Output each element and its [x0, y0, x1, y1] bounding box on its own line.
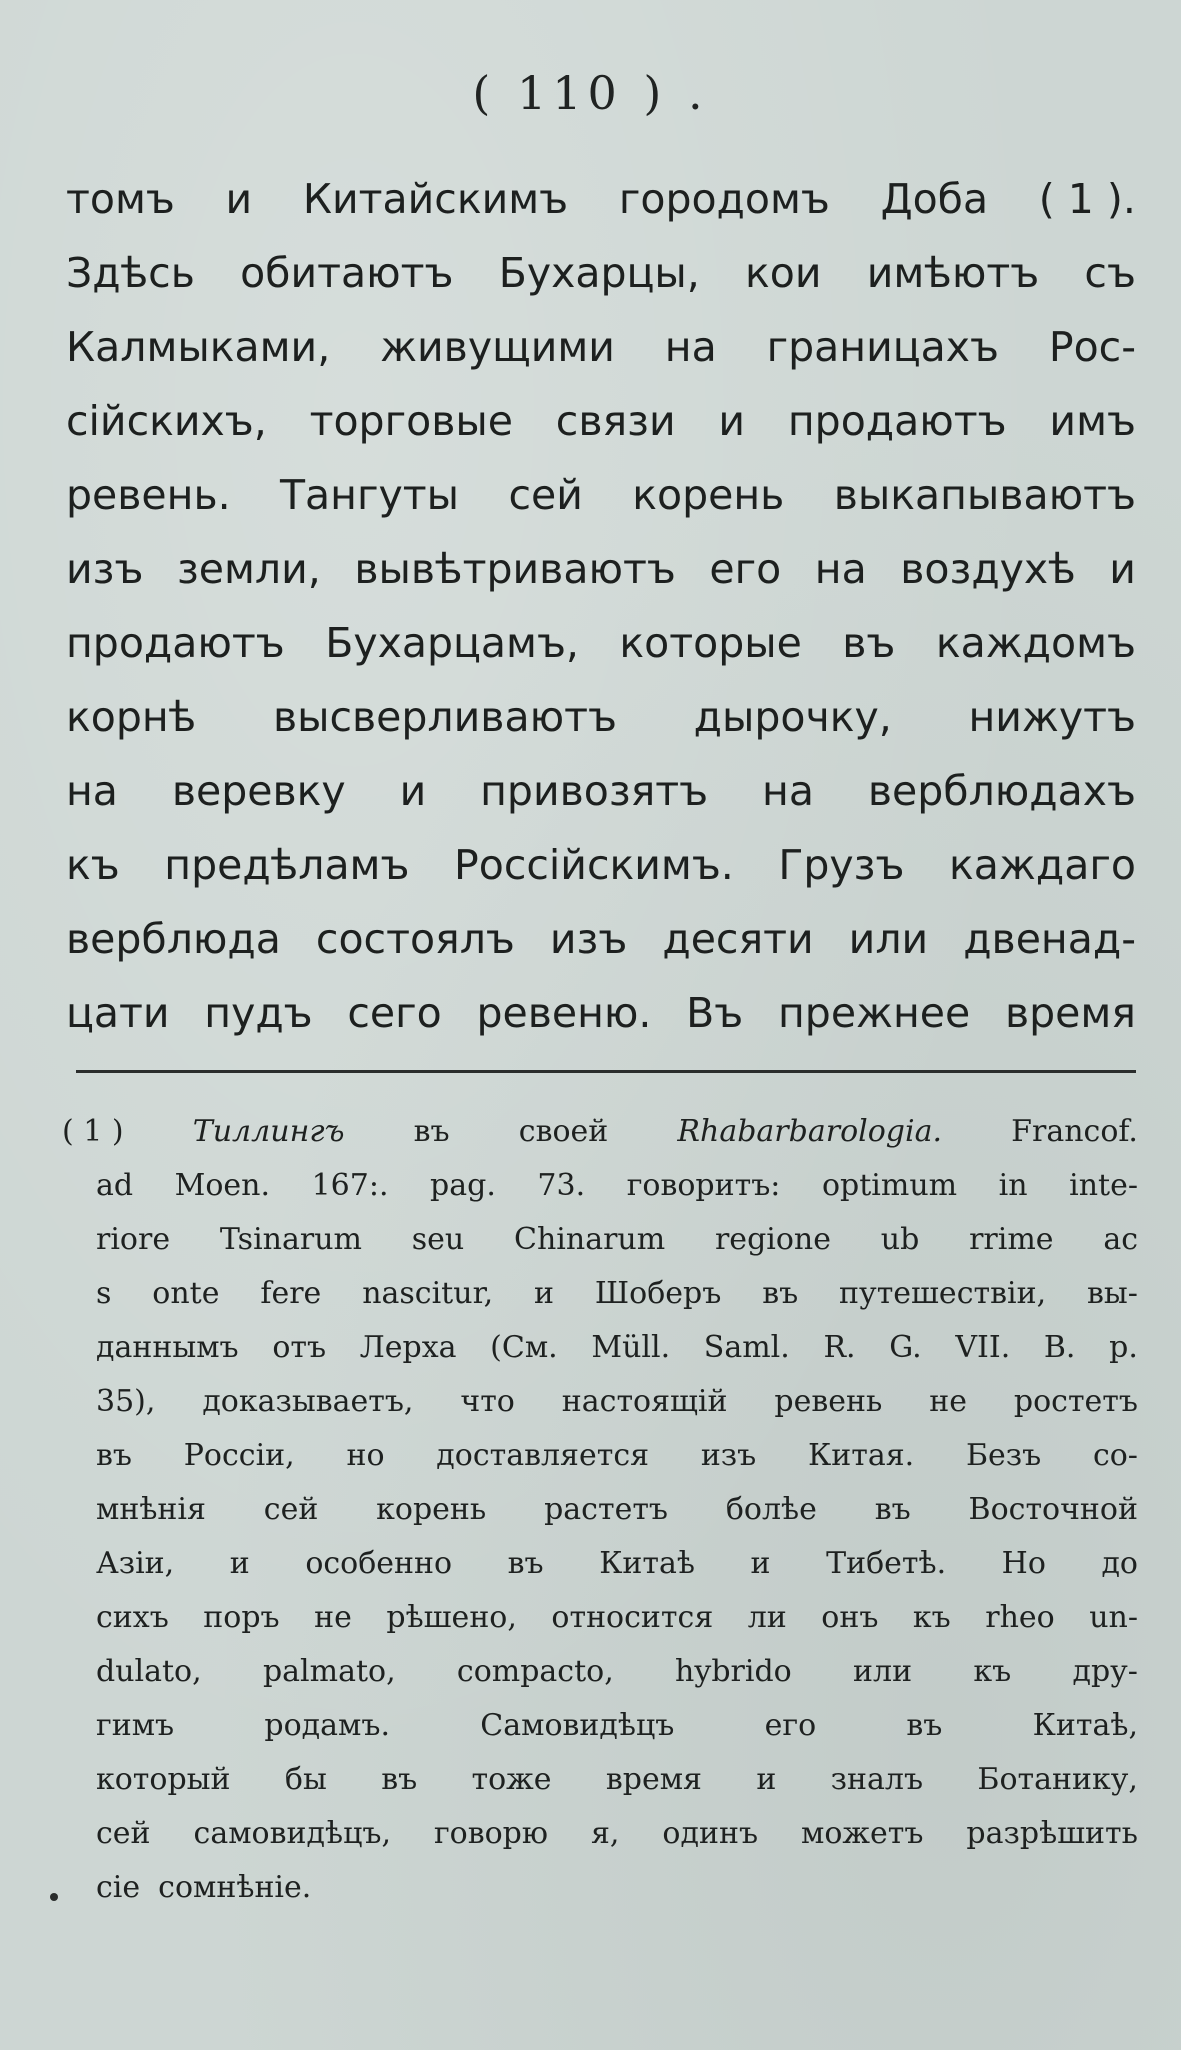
main-text-line — [66, 754, 1136, 828]
word: ревень — [774, 1384, 883, 1419]
word: пудъ — [204, 989, 313, 1037]
word: со- — [1092, 1438, 1138, 1473]
word: и — [399, 767, 427, 815]
word: кои — [745, 249, 822, 297]
footnote-line — [62, 1645, 1138, 1699]
word: 73. — [537, 1168, 586, 1203]
main-text-line — [66, 828, 1136, 902]
word: inte- — [1069, 1168, 1138, 1203]
word: можетъ — [801, 1816, 924, 1851]
main-text-line — [66, 532, 1136, 606]
word: говоритъ: — [626, 1168, 781, 1203]
word: Moen. — [174, 1168, 271, 1203]
word: я, — [590, 1816, 620, 1851]
word: десяти — [662, 915, 814, 963]
word: городомъ — [618, 175, 830, 223]
page-number: ( 110 ) . — [472, 66, 709, 120]
word: въ — [507, 1546, 544, 1581]
word: R. — [823, 1330, 856, 1365]
word: сiйскихъ, — [66, 397, 267, 445]
footnote-line — [62, 1591, 1138, 1645]
footnote-line — [62, 1483, 1138, 1537]
word: время — [605, 1762, 702, 1797]
word: Грузъ — [778, 841, 905, 889]
word: въ — [96, 1438, 132, 1473]
word: доставляется — [436, 1438, 650, 1473]
word: выкапываютъ — [833, 471, 1136, 519]
word: самовидѣцъ, — [193, 1816, 391, 1851]
word: дырочку, — [693, 693, 892, 741]
word: высверливаютъ — [272, 693, 617, 741]
word: сомнѣнiе. — [158, 1870, 312, 1905]
margin-dot — [50, 1893, 58, 1901]
word: Рос- — [1048, 323, 1136, 371]
footnote-line — [62, 1213, 1138, 1267]
word: regione — [714, 1222, 831, 1257]
word: въ — [906, 1708, 943, 1743]
word: G. — [889, 1330, 922, 1365]
word: и — [534, 1276, 555, 1311]
word: что — [460, 1384, 515, 1419]
word: (См. — [490, 1330, 558, 1365]
word: Тангуты — [280, 471, 460, 519]
footnote-line — [62, 1861, 1138, 1915]
word: живущими — [380, 323, 615, 371]
word: болѣе — [725, 1492, 817, 1527]
word: Тиллингъ — [192, 1114, 345, 1149]
word: на — [814, 545, 867, 593]
word: въ — [762, 1276, 799, 1311]
word: который — [96, 1762, 231, 1797]
word: каждомъ — [935, 619, 1136, 667]
word: въ — [413, 1114, 450, 1149]
word: ( 1 ) — [62, 1114, 124, 1149]
word: вывѣтриваютъ — [354, 545, 676, 593]
word: къ — [912, 1600, 951, 1635]
word: Rhabarbarologia. — [677, 1114, 943, 1149]
main-text — [66, 162, 1136, 1050]
word: рѣшено, — [386, 1600, 517, 1635]
footnote-line — [62, 1375, 1138, 1429]
word: цати — [66, 989, 170, 1037]
word: in — [998, 1168, 1028, 1203]
word: верблюдахъ — [867, 767, 1136, 815]
word: и — [225, 175, 253, 223]
word: сихъ — [96, 1600, 169, 1635]
main-text-line — [66, 606, 1136, 680]
word: Тибетѣ. — [826, 1546, 947, 1581]
word: сей — [508, 471, 583, 519]
word: изъ — [700, 1438, 757, 1473]
word: seu — [411, 1222, 465, 1257]
word: настоящiй — [561, 1384, 728, 1419]
word: ad — [96, 1168, 134, 1203]
word: Müll. — [591, 1330, 671, 1365]
word: сей — [96, 1816, 151, 1851]
footnote-line — [62, 1699, 1138, 1753]
word: не — [314, 1600, 352, 1635]
footnote-line — [62, 1537, 1138, 1591]
word: VII. — [955, 1330, 1011, 1365]
word: riore — [96, 1222, 171, 1257]
word: его — [764, 1708, 817, 1743]
word: которые — [619, 619, 802, 667]
word: Но — [1001, 1546, 1046, 1581]
word: или — [848, 915, 929, 963]
word: и — [750, 1546, 771, 1581]
word: Китаѣ — [599, 1546, 695, 1581]
word: Въ — [686, 989, 744, 1037]
word: pag. — [430, 1168, 496, 1203]
word: корень — [632, 471, 785, 519]
word: его — [709, 545, 782, 593]
word: и — [756, 1762, 777, 1797]
word: Самовидѣцъ — [480, 1708, 675, 1743]
word: состоялъ — [315, 915, 515, 963]
word: на — [762, 767, 814, 815]
word: бы — [284, 1762, 327, 1797]
word: Россiи, — [183, 1438, 295, 1473]
main-text-line — [66, 236, 1136, 310]
word: optimum — [821, 1168, 958, 1203]
footnote-line — [62, 1321, 1138, 1375]
footnote-line — [62, 1429, 1138, 1483]
word: nascitur, — [362, 1276, 494, 1311]
main-text-line — [66, 310, 1136, 384]
word: гимъ — [96, 1708, 175, 1743]
word: къ — [973, 1654, 1012, 1689]
word: hybrido — [675, 1654, 792, 1689]
word: rheo — [985, 1600, 1055, 1635]
word: 35), — [96, 1384, 156, 1419]
word: въ — [842, 619, 896, 667]
word: 167:. — [311, 1168, 389, 1203]
footnote-line — [62, 1807, 1138, 1861]
word: онъ — [821, 1600, 879, 1635]
word: путешествiи, — [839, 1276, 1047, 1311]
word: Калмыками, — [66, 323, 331, 371]
word: Восточной — [968, 1492, 1138, 1527]
word: Tsinarum — [219, 1222, 362, 1257]
word: продаютъ — [787, 397, 1007, 445]
footnote-line — [62, 1753, 1138, 1807]
word: ли — [747, 1600, 787, 1635]
word: на — [664, 323, 717, 371]
word: Saml. — [703, 1330, 790, 1365]
word: Лерха — [359, 1330, 457, 1365]
word: тоже — [471, 1762, 552, 1797]
word: изъ — [549, 915, 628, 963]
word: ( 1 ). — [1038, 175, 1136, 223]
word: относится — [551, 1600, 714, 1635]
word: дру- — [1072, 1654, 1138, 1689]
word: съ — [1084, 249, 1136, 297]
word: но — [346, 1438, 385, 1473]
word: Ботанику, — [977, 1762, 1138, 1797]
word: ub — [880, 1222, 920, 1257]
footnote-divider — [76, 1070, 1136, 1073]
word: fere — [260, 1276, 322, 1311]
word: compacto, — [456, 1654, 614, 1689]
word: onte — [152, 1276, 220, 1311]
word: и — [229, 1546, 250, 1581]
word: томъ — [66, 175, 175, 223]
footnote-line — [62, 1159, 1138, 1213]
word: dulato, — [96, 1654, 202, 1689]
word: корень — [376, 1492, 487, 1527]
word: Здѣсь — [66, 249, 195, 297]
word: двенад- — [963, 915, 1136, 963]
word: зналъ — [830, 1762, 924, 1797]
word: Азiи, — [96, 1546, 175, 1581]
word: Китая. — [808, 1438, 915, 1473]
word: предѣламъ — [164, 841, 410, 889]
word: одинъ — [662, 1816, 759, 1851]
word: мнѣнiя — [96, 1492, 206, 1527]
word: до — [1101, 1546, 1138, 1581]
word: B. — [1043, 1330, 1076, 1365]
word: продаютъ — [66, 619, 285, 667]
word: разрѣшить — [966, 1816, 1138, 1851]
main-text-line — [66, 902, 1136, 976]
word: Бухарцы, — [498, 249, 700, 297]
word: торговые — [309, 397, 513, 445]
word: имѣютъ — [866, 249, 1040, 297]
word: сего — [347, 989, 442, 1037]
word: Китайскимъ — [302, 175, 569, 223]
word: и — [718, 397, 746, 445]
word: Доба — [880, 175, 989, 223]
word: земли, — [176, 545, 321, 593]
word: растетъ — [544, 1492, 669, 1527]
word: обитаютъ — [240, 249, 454, 297]
word: un- — [1089, 1600, 1138, 1635]
word: Россiйскимъ. — [454, 841, 734, 889]
word: p. — [1109, 1330, 1138, 1365]
word: Francof. — [1011, 1114, 1138, 1149]
word: каждаго — [949, 841, 1136, 889]
word: время — [1004, 989, 1136, 1037]
word: Безъ — [965, 1438, 1042, 1473]
word: говорю — [433, 1816, 549, 1851]
word: или — [853, 1654, 913, 1689]
word: Бухарцамъ, — [325, 619, 579, 667]
word: ac — [1103, 1222, 1138, 1257]
word: связи — [555, 397, 676, 445]
word: на — [66, 767, 118, 815]
word: корнѣ — [66, 693, 197, 741]
main-text-line — [66, 458, 1136, 532]
word: rrime — [969, 1222, 1054, 1257]
word: родамъ. — [264, 1708, 390, 1743]
word: и — [1109, 545, 1136, 593]
word: имъ — [1049, 397, 1136, 445]
word: своей — [518, 1114, 609, 1149]
footnote-line — [62, 1105, 1138, 1159]
main-text-line — [66, 162, 1136, 236]
word: Китаѣ, — [1032, 1708, 1138, 1743]
word: нижутъ — [968, 693, 1136, 741]
word: поръ — [203, 1600, 280, 1635]
word: вы- — [1086, 1276, 1138, 1311]
word: границахъ — [766, 323, 999, 371]
word: въ — [874, 1492, 911, 1527]
footnote — [62, 1105, 1138, 1915]
word: изъ — [66, 545, 144, 593]
word: привозятъ — [480, 767, 709, 815]
footnote-line — [62, 1267, 1138, 1321]
main-text-line — [66, 976, 1136, 1050]
word: въ — [381, 1762, 418, 1797]
word: веревку — [171, 767, 346, 815]
main-text-line — [66, 680, 1136, 754]
word: Chinarum — [514, 1222, 666, 1257]
word: отъ — [272, 1330, 327, 1365]
word: сiе — [96, 1870, 141, 1905]
word: къ — [66, 841, 120, 889]
word: ростетъ — [1013, 1384, 1138, 1419]
word: верблюда — [66, 915, 281, 963]
word: даннымъ — [96, 1330, 239, 1365]
main-text-line — [66, 384, 1136, 458]
word: доказываетъ, — [202, 1384, 414, 1419]
word: palmato, — [262, 1654, 396, 1689]
word: воздухѣ — [900, 545, 1076, 593]
word: ревень. — [66, 471, 231, 519]
word: ревеню. — [476, 989, 652, 1037]
word: прежнее — [777, 989, 971, 1037]
word: Шоберъ — [594, 1276, 722, 1311]
word: особенно — [305, 1546, 453, 1581]
word: s — [96, 1276, 112, 1311]
word: сей — [263, 1492, 319, 1527]
word: не — [929, 1384, 967, 1419]
